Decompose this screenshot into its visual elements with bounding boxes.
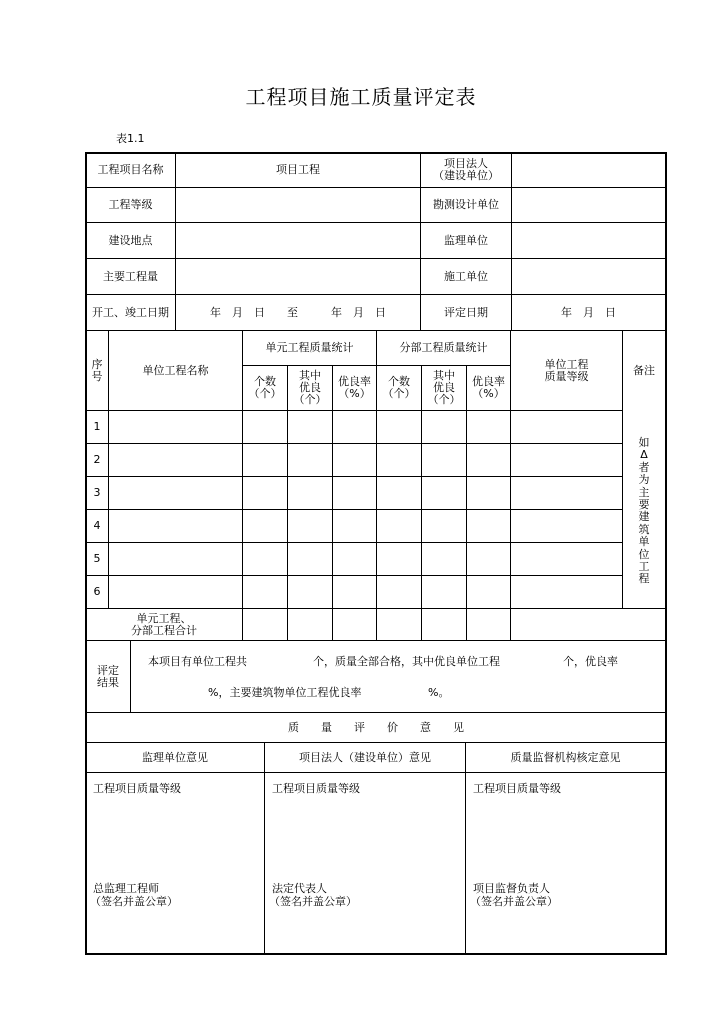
owner-grade-text: 工程项目质量等级 [272,782,360,795]
survey-label: 勘测设计单位 [433,198,499,211]
row-number: 3 [93,486,101,499]
legal-person-sublabel: （建设单位） [433,168,499,182]
divider [264,742,265,953]
quality-grade-header: 单位工程 质量等级 [544,357,589,383]
supervisor-opinion-title: 监理单位意见 [142,750,208,764]
divider [86,575,623,576]
evaluation-label: 评定 结果 [97,663,119,689]
eval-date-value: 年 月 日 [561,305,616,319]
row-number: 6 [93,585,101,598]
unit-count-header: 个数 （个） [248,375,282,400]
supervisor-grade-text: 工程项目质量等级 [93,782,181,795]
evaluation-text-2a: %，主要建筑物单位工程优良率 [208,686,362,699]
sub-stat-header: 分部工程质量统计 [399,341,488,354]
quality-opinion-title: 质量监督机构核定意见 [510,750,621,764]
total-label: 单元工程、 分部工程合计 [131,611,197,637]
owner-opinion-title: 项目法人（建设单位）意见 [299,750,431,764]
divider [86,640,666,641]
dates-value: 年 月 日 至 年 月 日 [210,305,386,319]
row-number: 2 [93,453,101,466]
project-name-label: 工程项目名称 [97,162,164,176]
sub-rate-header: 优良率 （%） [472,375,505,400]
row-number: 5 [93,552,101,565]
sub-count-header: 个数 （个） [382,375,416,400]
divider [86,410,623,411]
owner-sign-label: 法定代表人 [272,882,327,895]
border-right [665,152,667,955]
quality-sign-label: 项目监督负责人 [473,882,550,895]
quality-grade-text: 工程项目质量等级 [473,782,561,795]
dates-label: 开工、竣工日期 [92,305,169,319]
divider [130,640,131,712]
construction-label: 施工单位 [444,269,488,283]
page-title: 工程项目施工质量评定表 [245,85,477,109]
evaluation-text-1a: 本项目有单位工程共 [148,655,247,668]
legal-person-cell [421,152,511,187]
border-bottom [86,953,667,955]
row-number: 4 [93,519,101,532]
project-name-value: 项目工程 [276,162,320,176]
seq-header: 序 号 [91,357,103,383]
supervisor-label: 监理单位 [444,233,488,247]
unit-rate-header: 优良率 （%） [338,375,371,400]
divider [465,742,466,953]
table-code: 表1.1 [116,132,145,145]
divider [86,542,623,543]
supervisor-sign-label: 总监理工程师 [93,882,159,895]
quantity-label: 主要工程量 [103,269,158,283]
sub-excellent-header: 其中 优良 （个） [427,369,461,406]
row-number: 1 [93,420,101,433]
remark-text: 如 Δ 者 为 主 要 建 筑 单 位 工 程 [638,436,650,586]
divider [86,443,623,444]
opinion-header: 质 量 评 价 意 见 [288,720,464,734]
unit-excellent-header: 其中 优良 （个） [293,369,327,406]
unit-name-header: 单位工程名称 [142,363,209,377]
eval-date-label: 评定日期 [444,305,488,319]
divider [86,509,623,510]
quality-seal-text: （签名并盖公章） [470,895,558,908]
evaluation-text-2b: %。 [428,686,450,699]
evaluation-text-1b: 个，质量全部合格，其中优良单位工程 [313,655,500,668]
divider [86,772,666,773]
unit-stat-header: 单元工程质量统计 [265,341,354,354]
owner-seal-text: （签名并盖公章） [269,895,357,908]
location-label: 建设地点 [108,233,153,247]
evaluation-text-1c: 个，优良率 [563,655,618,668]
remark-header: 备注 [633,363,655,377]
supervisor-seal-text: （签名并盖公章） [90,895,178,908]
divider [86,476,623,477]
grade-label: 工程等级 [108,198,153,211]
legal-person-label: 项目法人 [444,156,488,170]
